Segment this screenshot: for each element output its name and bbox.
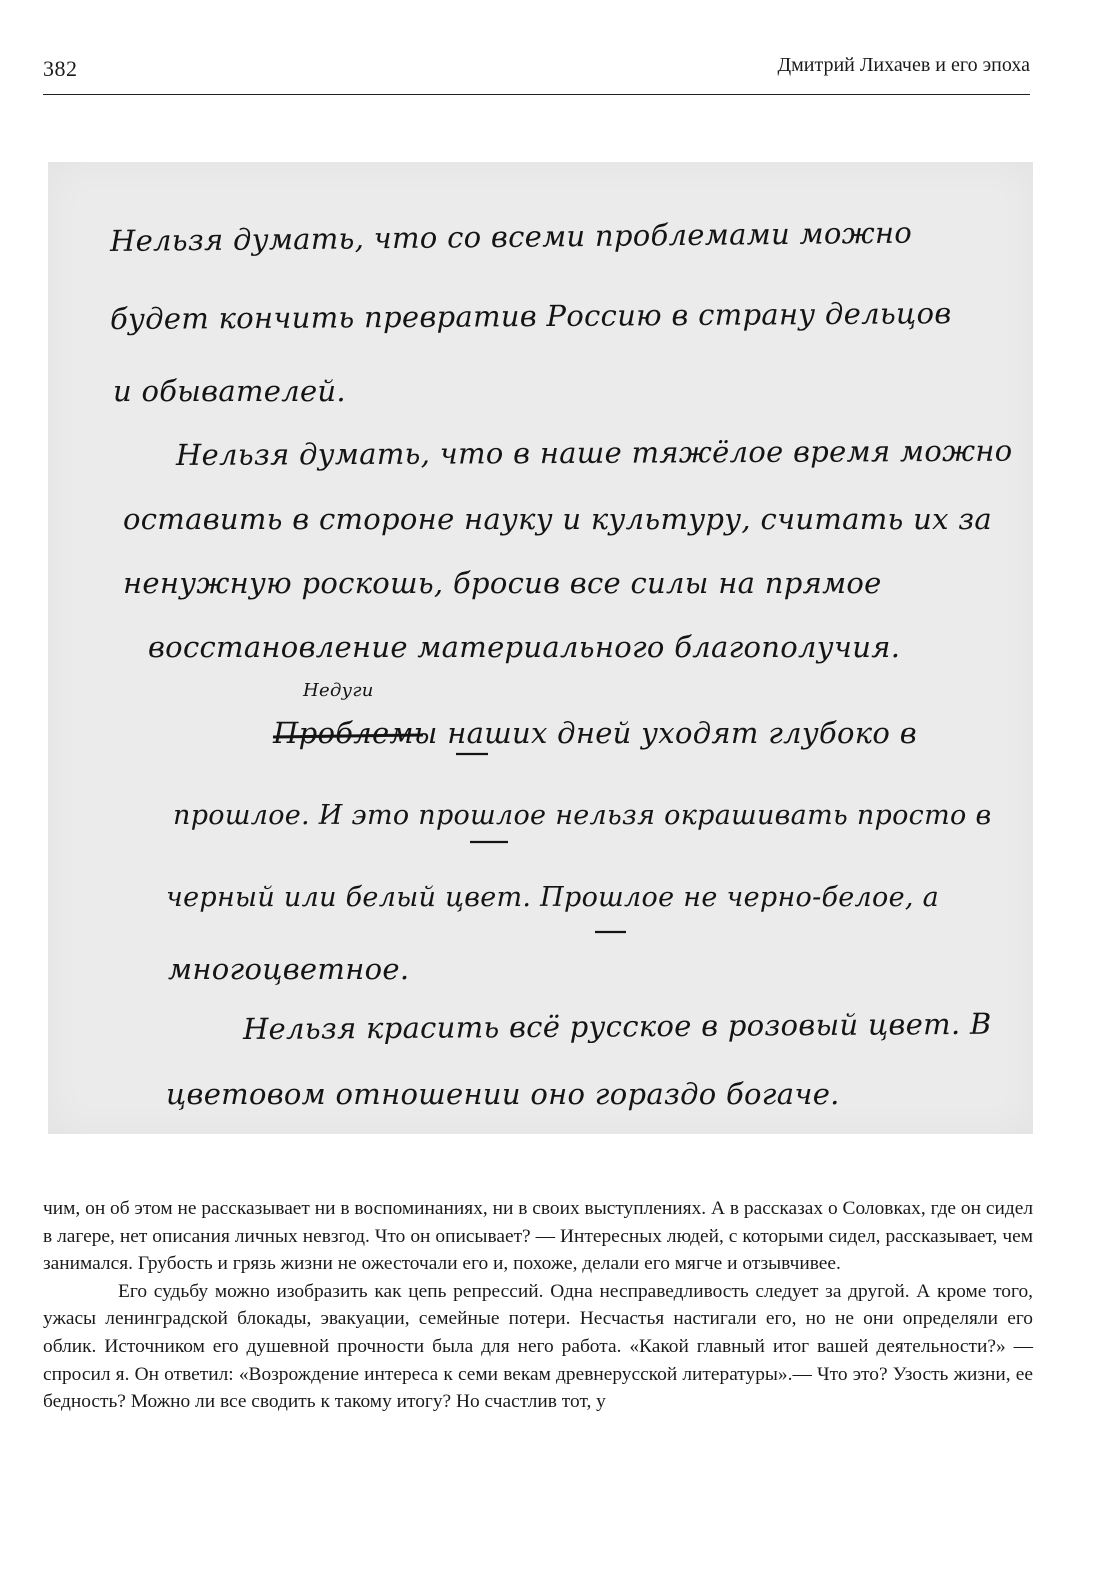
- manuscript-line: Нельзя красить всё русское в розовый цвет. В: [242, 1006, 992, 1046]
- manuscript-line: восстановление материального благополучия.: [148, 630, 901, 664]
- manuscript-line: черный или белый цвет. Прошлое не черно-белое, а: [166, 882, 940, 913]
- manuscript-line: Нельзя думать, что в наше тяжёлое время можно: [175, 433, 1013, 472]
- manuscript-line: цветовом отношении оно гораздо богаче.: [166, 1077, 840, 1111]
- manuscript-line: ненужную роскошь, бросив все силы на прямое: [123, 566, 882, 600]
- running-header: [43, 52, 1030, 95]
- manuscript-line: прошлое. И это прошлое нельзя окрашивать просто в: [173, 800, 992, 831]
- paragraph: Его судьбу можно изобразить как цепь репрессий. Одна несправедливость следует за другой. А кроме того, ужасы ленинградской блокады, эвакуации, семейные потери. Несчастья настигали его, но не они определяли его облик. Источником его душевной прочности была для него работа. «Какой главный итог вашей деятельности?» — спросил я. Он ответил: «Возрождение интереса к семи векам древнерусской литературы».— Что это? Узость жизни, ее бедность? Можно ли все сводить к такому итогу? Но счастлив тот, у: [43, 1280, 1033, 1413]
- paragraph: чим, он об этом не рассказывает ни в воспоминаниях, ни в своих выступлениях. А в рассказах о Соловках, где он сидел в лагере, нет описания личных невзгод. Что он описывает? — Интересных людей, с которыми сидел, рассказывает, чем занимался. Грубость и грязь жизни не ожесточали его и, похоже, делали его мягче и отзывчивее.: [43, 1198, 1033, 1275]
- manuscript-line: оставить в стороне науку и культуру, считать их за: [123, 502, 992, 536]
- manuscript-line: Нельзя думать, что со всеми проблемами можно: [109, 215, 913, 258]
- body-text: [43, 1195, 1033, 1416]
- manuscript-line: будет кончить превратив Россию в страну дельцов: [109, 296, 952, 336]
- running-title: Дмитрий Лихачев и его эпоха: [777, 54, 1030, 76]
- manuscript-line: Проблемы наших дней уходят глубоко в: [273, 716, 917, 750]
- manuscript-line: и обывателей.: [113, 374, 346, 408]
- manuscript-insertion: Недуги: [303, 680, 374, 701]
- manuscript-line: многоцветное.: [168, 952, 410, 986]
- manuscript-facsimile: [48, 162, 1033, 1134]
- page-number: 382: [43, 56, 78, 81]
